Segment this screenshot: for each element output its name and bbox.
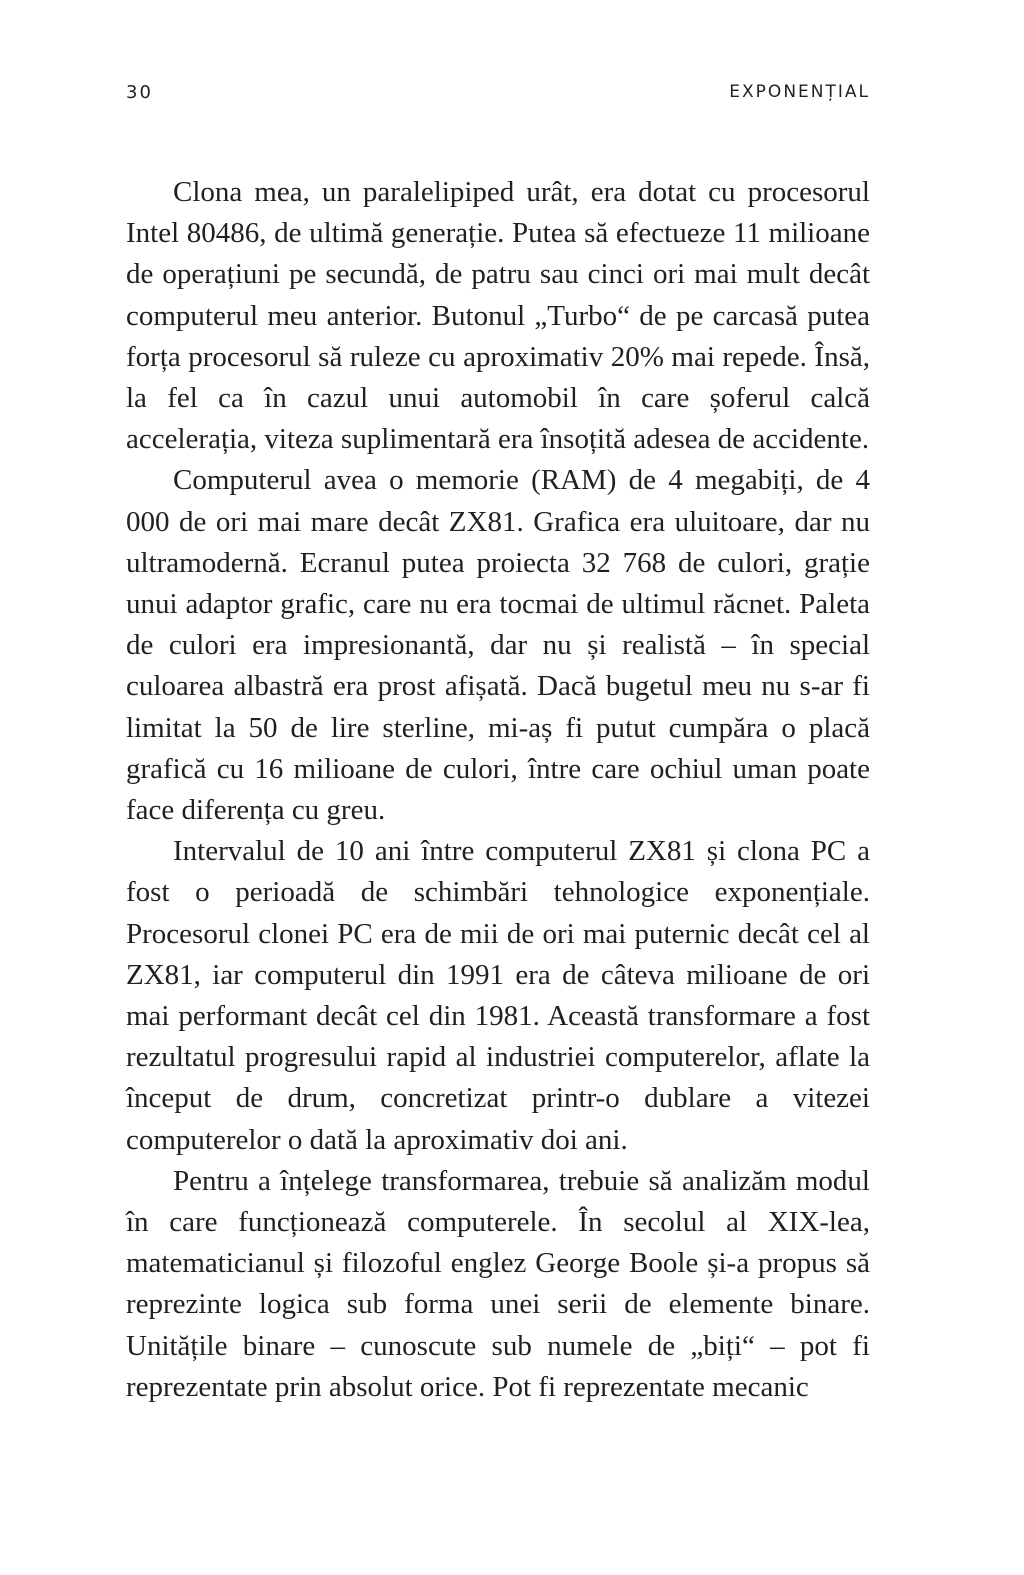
page-number: 30 [126,82,153,103]
paragraph-1: Clona mea, un paralelipiped urât, era dotat cu procesorul Intel 80486, de ultimă generație. Putea să efectueze 11 milioane de operațiuni pe secundă, de patru sau cinci ori mai mult decât computerul meu anterior. Butonul „Turbo“ de pe carcasă putea forța procesorul să ruleze cu aproximativ 20% mai repede. Însă, la fel ca în cazul unui automobil în care șoferul calcă accelerația, viteza suplimentară era însoțită adesea de accidente. [126,176,870,456]
running-title: EXPONENȚIAL [729,82,870,102]
body-text [126,172,870,1408]
paragraph-3: Intervalul de 10 ani între computerul ZX81 și clona PC a fost o perioadă de schimbări tehnologice exponențiale. Procesorul clonei PC era de mii de ori mai puternic decât cel al ZX81, iar computerul din 1991 era de câteva milioane de ori mai performant decât cel din 1981. Această transformare a fost rezultatul progresului rapid al industriei computerelor, aflate la început de drum, concretizat printr-o dublare a vitezei computerelor o dată la aproximativ doi ani. [126,835,870,1156]
paragraph-4: Pentru a înțelege transformarea, trebuie să analizăm modul în care funcționează computerele. În secolul al XIX-lea, matematicianul și filozoful englez George Boole și-a propus să reprezinte logica sub forma unei serii de elemente binare. Unitățile binare – cunoscute sub numele de „biți“ – pot fi reprezentate prin absolut orice. Pot fi reprezentate mecanic [126,1164,870,1403]
paragraph-2: Computerul avea o memorie (RAM) de 4 megabiți, de 4 000 de ori mai mare decât ZX81. Grafica era uluitoare, dar nu ultramodernă. Ecranul putea proiecta 32 768 de culori, grație unui adaptor grafic, care nu era tocmai de ultimul răcnet. Paleta de culori era impresionantă, dar nu și realistă – în special culoarea albastră era prost afișată. Dacă bugetul meu nu s-ar fi limitat la 50 de lire sterline, mi-aș fi putut cumpăra o placă grafică cu 16 milioane de culori, între care ochiul uman poate face diferența cu greu. [126,464,870,827]
